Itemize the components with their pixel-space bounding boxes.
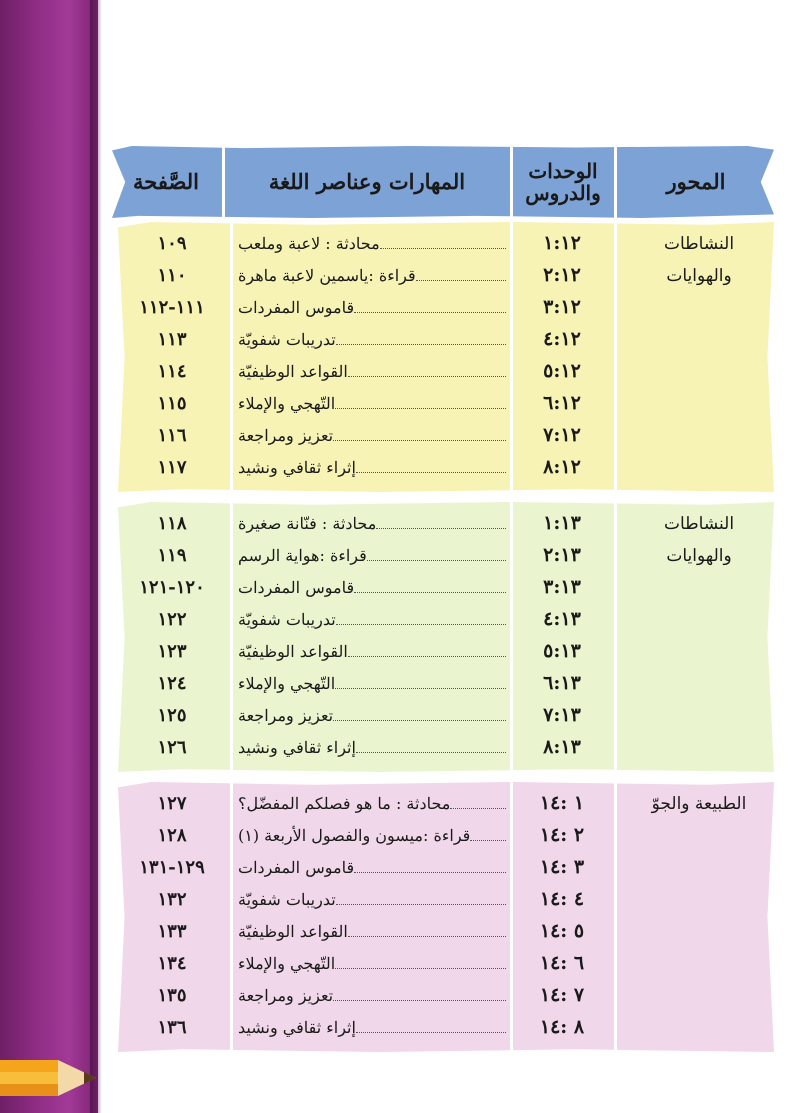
table-row (112, 228, 774, 259)
table-row (112, 604, 774, 635)
table-row (112, 916, 774, 947)
dotted-leader (354, 871, 506, 873)
skill-cell (234, 788, 506, 819)
section-3 (112, 782, 774, 1052)
dotted-leader (470, 839, 506, 841)
skill-cell (234, 292, 506, 323)
page-number: ١١٩ (157, 545, 187, 566)
skill-label: القواعد الوظيفيّة (238, 642, 348, 661)
skill-label: قاموس المفردات (238, 858, 355, 877)
page-number: ١٠٩ (157, 233, 187, 254)
axis-label: النشاطات والهوايات (663, 234, 735, 286)
skill-cell (234, 260, 506, 291)
dotted-leader (356, 751, 506, 753)
skill-cell (234, 228, 506, 259)
skill-cell (234, 668, 506, 699)
skill-cell (234, 884, 506, 915)
table-row (112, 508, 774, 539)
unit-number: ٧ :١٤ (539, 984, 585, 1006)
skill-label: إثراء ثقافي ونشيد (238, 1018, 356, 1037)
unit-number: ٦:١٢ (543, 392, 581, 414)
unit-number: ١:١٢ (543, 232, 581, 254)
skill-cell (234, 420, 506, 451)
page-number: ١٢٢ (157, 609, 187, 630)
header-skills: المهارات وعناصر اللغة (268, 169, 466, 195)
skill-cell (234, 452, 506, 483)
unit-number: ٨:١٣ (543, 736, 581, 758)
page-number: ١٣٦ (157, 1017, 187, 1038)
dotted-leader (356, 471, 506, 473)
skill-label: محادثة : ما هو فصلكم المفضّل؟ (238, 794, 451, 813)
dotted-leader (348, 935, 506, 937)
table-row (112, 884, 774, 915)
table-row (112, 324, 774, 355)
page-number: ١٣٤ (157, 953, 187, 974)
page-number: ١٢٩-١٣١ (139, 857, 205, 878)
skill-label: تعزيز ومراجعة (238, 706, 334, 725)
dotted-leader (335, 687, 506, 689)
page-number: ١١٣ (157, 329, 187, 350)
skill-label: التّهجي والإملاء (238, 394, 336, 413)
spine-shadow (90, 0, 102, 1113)
table-row (112, 1012, 774, 1043)
skill-cell (234, 916, 506, 947)
dotted-leader (380, 247, 506, 249)
skill-label: تدريبات شفويّة (238, 890, 336, 909)
page-number: ١١١-١١٢ (139, 297, 205, 318)
table-row (112, 668, 774, 699)
purple-spine (0, 0, 98, 1113)
unit-number: ٨ :١٤ (539, 1016, 585, 1038)
page-number: ١١٤ (157, 361, 187, 382)
table-of-contents (112, 140, 774, 1070)
axis-label: النشاطات والهوايات (663, 514, 735, 566)
skill-cell (234, 636, 506, 667)
unit-number: ٤:١٢ (543, 328, 581, 350)
dotted-leader (336, 343, 506, 345)
skill-label: قاموس المفردات (238, 298, 355, 317)
unit-number: ٢:١٣ (543, 544, 581, 566)
dotted-leader (333, 999, 506, 1001)
skill-cell (234, 604, 506, 635)
table-row (112, 388, 774, 419)
table-row (112, 948, 774, 979)
dotted-leader (450, 807, 506, 809)
skill-cell (234, 820, 506, 851)
dotted-leader (367, 559, 506, 561)
table-row (112, 292, 774, 323)
unit-number: ١:١٣ (543, 512, 581, 534)
skill-label: قراءة :ياسمين لاعبة ماهرة (238, 266, 416, 285)
page-number: ١٢٣ (157, 641, 187, 662)
page-number: ١١٨ (157, 513, 187, 534)
skill-label: قاموس المفردات (238, 578, 355, 597)
table-row (112, 636, 774, 667)
page-number: ١٢٤ (157, 673, 187, 694)
dotted-leader (348, 375, 506, 377)
dotted-leader (333, 439, 506, 441)
page-number: ١١٠ (157, 265, 187, 286)
unit-number: ٧:١٣ (543, 704, 581, 726)
dotted-leader (336, 623, 506, 625)
unit-number: ٥ :١٤ (539, 920, 585, 942)
table-row (112, 356, 774, 387)
unit-number: ٢ :١٤ (539, 824, 585, 846)
page-number: ١٢٥ (157, 705, 187, 726)
dotted-leader (348, 655, 506, 657)
skill-label: تدريبات شفويّة (238, 610, 336, 629)
skill-cell (234, 948, 506, 979)
section-2 (112, 502, 774, 772)
page-number: ١٢٨ (157, 825, 187, 846)
unit-number: ٥:١٢ (543, 360, 581, 382)
page-number: ١١٧ (157, 457, 187, 478)
unit-number: ٣ :١٤ (539, 856, 585, 878)
skill-cell (234, 700, 506, 731)
unit-number: ٤ :١٤ (539, 888, 585, 910)
header-divider (510, 146, 513, 218)
dotted-leader (376, 527, 506, 529)
skill-label: قراءة :ميسون والفصول الأربعة (١) (238, 826, 471, 845)
skill-label: تدريبات شفويّة (238, 330, 336, 349)
unit-number: ٨:١٢ (543, 456, 581, 478)
skill-cell (234, 572, 506, 603)
skill-cell (234, 540, 506, 571)
skill-label: تعزيز ومراجعة (238, 986, 334, 1005)
unit-number: ٦ :١٤ (539, 952, 585, 974)
unit-number: ٣:١٢ (543, 296, 581, 318)
page-number: ١٣٢ (157, 889, 187, 910)
header-page: الصَّفحة (133, 169, 199, 195)
page-number: ١٢٠-١٢١ (139, 577, 205, 598)
axis-label: الطبيعة والجوّ (651, 794, 747, 814)
unit-number: ٦:١٣ (543, 672, 581, 694)
skill-label: القواعد الوظيفيّة (238, 922, 348, 941)
dotted-leader (333, 719, 506, 721)
skill-label: التّهجي والإملاء (238, 954, 336, 973)
unit-number: ٥:١٣ (543, 640, 581, 662)
dotted-leader (335, 407, 506, 409)
dotted-leader (416, 279, 506, 281)
dotted-leader (354, 311, 506, 313)
skill-label: تعزيز ومراجعة (238, 426, 334, 445)
skill-cell (234, 356, 506, 387)
pencil-icon (0, 1052, 100, 1113)
skill-cell (234, 388, 506, 419)
dotted-leader (356, 1031, 506, 1033)
unit-number: ٤:١٣ (543, 608, 581, 630)
page-number: ١٣٣ (157, 921, 187, 942)
header-divider (222, 146, 225, 218)
table-row (112, 980, 774, 1011)
skill-cell (234, 852, 506, 883)
page-number: ١١٥ (157, 393, 187, 414)
page-number: ١٢٧ (157, 793, 187, 814)
unit-number: ٢:١٢ (543, 264, 581, 286)
table-row (112, 540, 774, 571)
skill-label: إثراء ثقافي ونشيد (238, 458, 356, 477)
skill-cell (234, 980, 506, 1011)
table-row (112, 820, 774, 851)
skill-cell (234, 1012, 506, 1043)
unit-number: ٧:١٢ (543, 424, 581, 446)
skill-label: إثراء ثقافي ونشيد (238, 738, 356, 757)
skill-cell (234, 508, 506, 539)
table-row (112, 260, 774, 291)
table-row (112, 572, 774, 603)
header-divider (614, 146, 617, 218)
skill-cell (234, 324, 506, 355)
page-number: ١٣٥ (157, 985, 187, 1006)
header-axis: المحور (666, 169, 726, 195)
table-row (112, 452, 774, 483)
header-units: الوحدات والدروس (525, 159, 601, 205)
skill-label: قراءة :هواية الرسم (238, 546, 367, 565)
table-row (112, 852, 774, 883)
skill-label: التّهجي والإملاء (238, 674, 336, 693)
section-1 (112, 222, 774, 492)
skill-cell (234, 732, 506, 763)
table-row (112, 788, 774, 819)
skill-label: محادثة : فنّانة صغيرة (238, 514, 377, 533)
unit-number: ١ :١٤ (539, 792, 585, 814)
table-row (112, 700, 774, 731)
skill-label: القواعد الوظيفيّة (238, 362, 348, 381)
page-number: ١١٦ (157, 425, 187, 446)
unit-number: ٣:١٣ (543, 576, 581, 598)
dotted-leader (336, 903, 506, 905)
dotted-leader (335, 967, 506, 969)
skill-label: محادثة : لاعبة وملعب (238, 234, 380, 253)
dotted-leader (354, 591, 506, 593)
page-number: ١٢٦ (157, 737, 187, 758)
table-row (112, 732, 774, 763)
table-row (112, 420, 774, 451)
